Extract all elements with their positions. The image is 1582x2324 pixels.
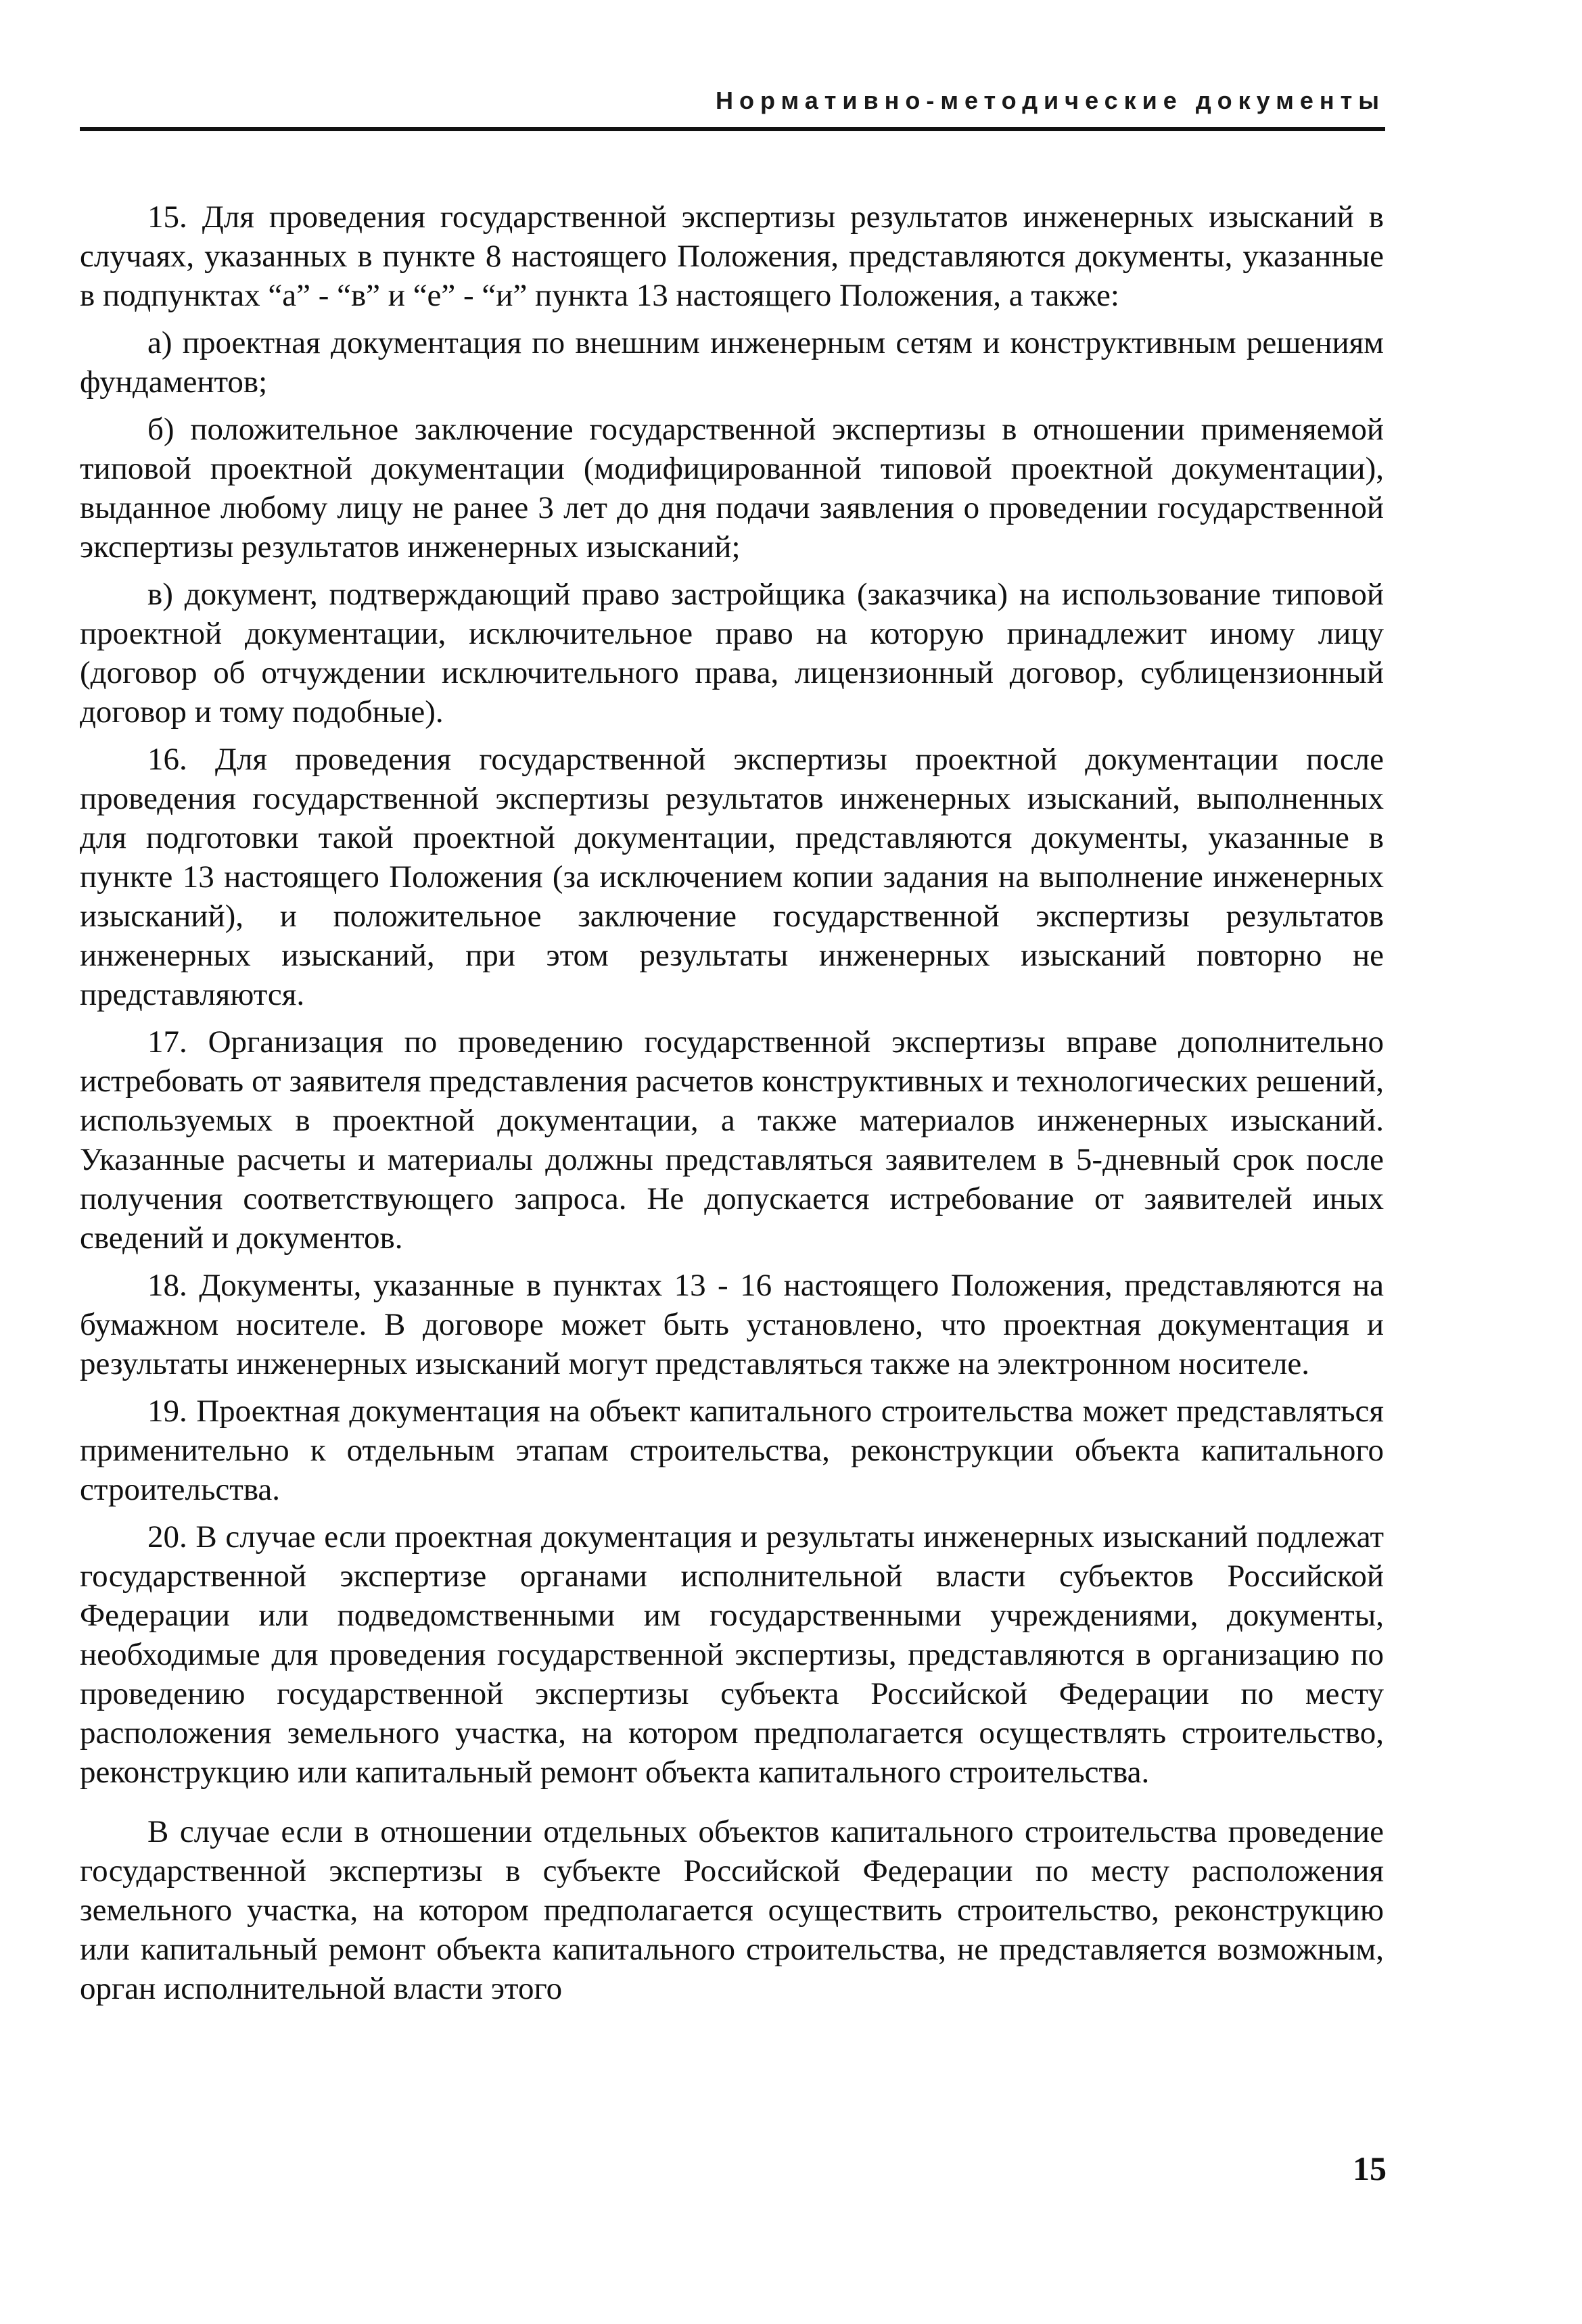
paragraph-15-v: в) документ, подтверждающий право застройщика (заказчика) на использование типовой проектной документации, исключительное право на которую принадлежит иному лицу (договор об отчуждении исключительного права, лицензионный договор, сублицензионный договор и тому подобные). xyxy=(80,577,1384,730)
paragraph-20: 20. В случае если проектная документация и результаты инженерных изысканий подлежат государственной экспертизе органами исполнительной власти субъектов Российской Федерации или подведомственными им государственными учреждениями, документы, необходимые для проведения государственной экспертизы, представляются в организацию по проведению государственной экспертизы субъекта Российской Федерации по месту расположения земельного участка, на котором предполагается осуществлять строительство, реконструкцию или капитальный ремонт объекта капитального строительства. xyxy=(80,1519,1384,1790)
paragraph-15-b: б) положительное заключение государственной экспертизы в отношении применяемой типовой проектной документации (модифицированной типовой проектной документации), выданное любому лицу не ранее 3 лет до дня подачи заявления о проведении государственной экспертизы результатов инженерных изысканий; xyxy=(80,412,1384,565)
page-number: 15 xyxy=(1353,2150,1387,2187)
paragraph-15-a: а) проектная документация по внешним инженерным сетям и конструктивным решениям фундаментов; xyxy=(80,325,1384,400)
paragraph-19: 19. Проектная документация на объект капитального строительства может представляться применительно к отдельным этапам строительства, реконструкции объекта капитального строительства. xyxy=(80,1394,1384,1507)
header-rule xyxy=(80,127,1385,131)
paragraph-18: 18. Документы, указанные в пунктах 13 - 16 настоящего Положения, представляются на бумажном носителе. В договоре может быть установлено, что проектная документация и результаты инженерных изысканий могут представляться также на электронном носителе. xyxy=(80,1268,1384,1381)
paragraph-17: 17. Организация по проведению государственной экспертизы вправе дополнительно истребовать от заявителя представления расчетов конструктивных и технологических решений, используемых в проектной документации, а также материалов инженерных изысканий. Указанные расчеты и материалы должны представляться заявителем в 5-дневный срок после получения соответствующего запроса. Не допускается истребование от заявителей иных сведений и документов. xyxy=(80,1024,1384,1256)
paragraph-15: 15. Для проведения государственной экспертизы результатов инженерных изысканий в случаях, указанных в пункте 8 настоящего Положения, представляются документы, указанные в подпунктах “а” - “в” и “е” - “и” пункта 13 настоящего Положения, а также: xyxy=(80,199,1384,313)
paragraph-16: 16. Для проведения государственной экспертизы проектной документации после проведения государственной экспертизы результатов инженерных изысканий, выполненных для подготовки такой проектной документации, представляются документы, указанные в пункте 13 настоящего Положения (за исключением копии задания на выполнение инженерных изысканий), и положительное заключение государственной экспертизы результатов инженерных изысканий, при этом результаты инженерных изысканий повторно не представляются. xyxy=(80,742,1384,1012)
paragraph-20-continued: В случае если в отношении отдельных объектов капитального строительства проведение государственной экспертизы в субъекте Российской Федерации по месту расположения земельного участка, на котором предполагается осуществить строительство, реконструкцию или капитальный ремонт объекта капитального строительства, не представляется возможным, орган исполнительной власти этого xyxy=(80,1814,1384,2006)
running-header: Нормативно-методические документы xyxy=(716,87,1385,114)
document-body xyxy=(80,197,1384,2016)
